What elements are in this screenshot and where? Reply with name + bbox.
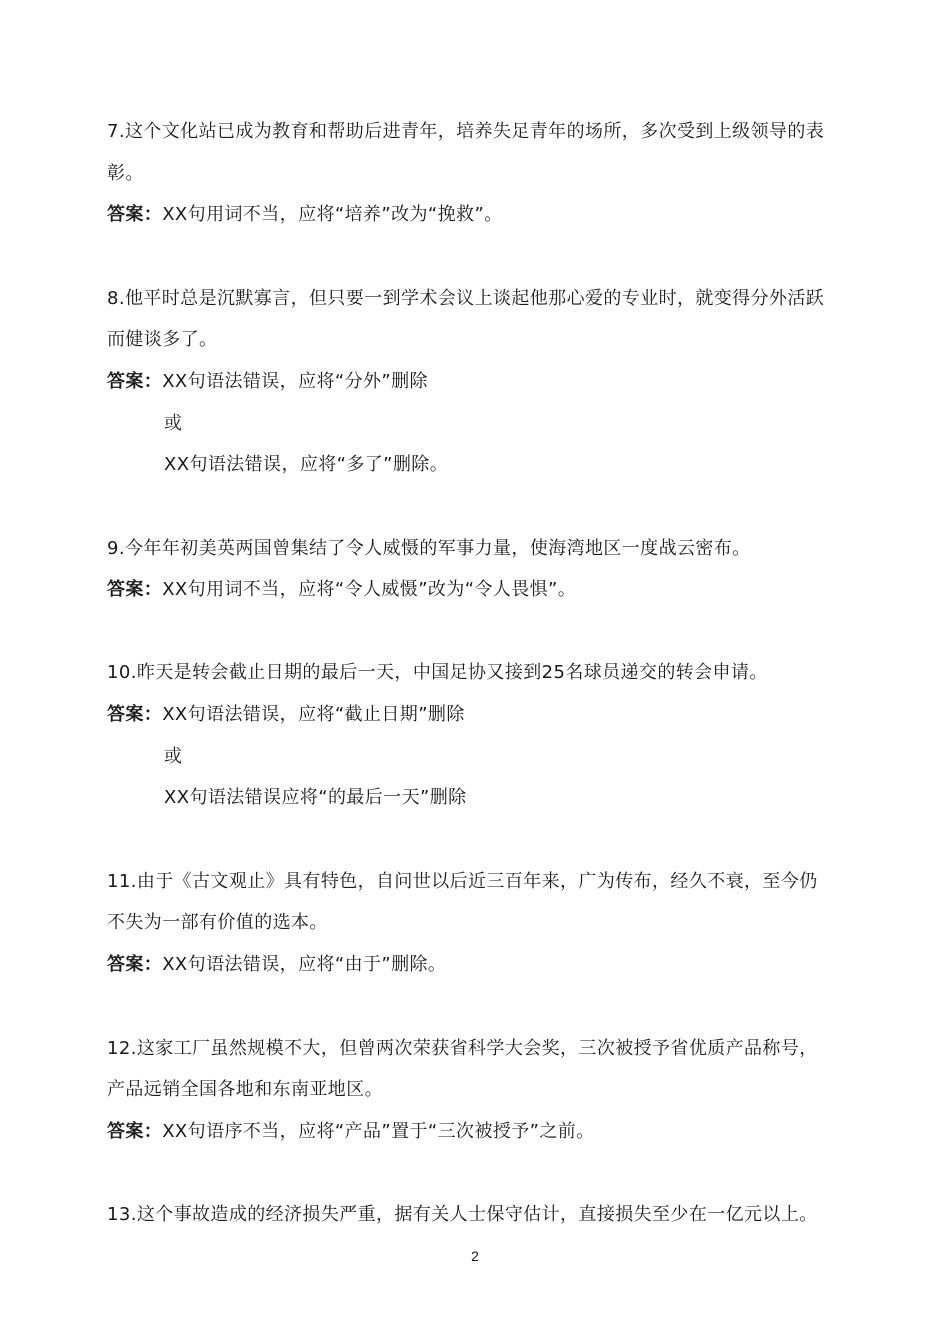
q8-answer-alt: XX句语法错误，应将“多了”删除。 bbox=[164, 454, 449, 475]
q12-answer bbox=[107, 1120, 595, 1144]
answer-label: 答案： bbox=[107, 204, 163, 225]
q9-answer-text: XX句用词不当，应将“令人威慑”改为“令人畏惧”。 bbox=[162, 579, 577, 600]
answer-label: 答案： bbox=[107, 371, 163, 392]
q10-answer bbox=[107, 703, 465, 727]
q7-line2: 彰。 bbox=[107, 163, 144, 184]
answer-label: 答案： bbox=[107, 954, 163, 975]
q10-answer-text: XX句语法错误，应将“截止日期”删除 bbox=[162, 704, 465, 725]
q10-answer-alt: XX句语法错误应将“的最后一天”删除 bbox=[164, 787, 467, 808]
q8-answer bbox=[107, 370, 428, 394]
q7-line1: 7.这个文化站已成为教育和帮助后进青年，培养失足青年的场所，多次受到上级领导的表 bbox=[107, 121, 825, 142]
answer-label: 答案： bbox=[107, 1121, 163, 1142]
q8-answer-text: XX句语法错误，应将“分外”删除 bbox=[162, 371, 428, 392]
q13-line1: 13.这个事故造成的经济损失严重，据有关人士保守估计，直接损失至少在一亿元以上。 bbox=[107, 1204, 818, 1225]
q10-line1: 10.昨天是转会截止日期的最后一天，中国足协又接到25名球员递交的转会申请。 bbox=[107, 662, 768, 683]
answer-label: 答案： bbox=[107, 704, 163, 725]
q12-answer-text: XX句语序不当，应将“产品”置于“三次被授予”之前。 bbox=[162, 1121, 595, 1142]
q7-answer bbox=[107, 203, 503, 227]
q7-answer-text: XX句用词不当，应将“培养”改为“挽救”。 bbox=[162, 204, 503, 225]
q9-answer bbox=[107, 578, 576, 602]
q8-or: 或 bbox=[164, 413, 183, 434]
q11-line2: 不失为一部有价值的选本。 bbox=[107, 912, 328, 933]
q10-or: 或 bbox=[164, 746, 183, 767]
q8-line2: 而健谈多了。 bbox=[107, 329, 218, 350]
q11-answer bbox=[107, 953, 446, 977]
q12-line1: 12.这家工厂虽然规模不大，但曾两次荣获省科学大会奖，三次被授予省优质产品称号， bbox=[107, 1038, 818, 1059]
q9-line1: 9.今年年初美英两国曾集结了令人威慑的军事力量，使海湾地区一度战云密布。 bbox=[107, 538, 751, 559]
q11-answer-text: XX句语法错误，应将“由于”删除。 bbox=[162, 954, 447, 975]
answer-label: 答案： bbox=[107, 579, 163, 600]
q12-line2: 产品远销全国各地和东南亚地区。 bbox=[107, 1079, 383, 1100]
page-number: 2 bbox=[471, 1248, 479, 1264]
q8-line1: 8.他平时总是沉默寡言，但只要一到学术会议上谈起他那心爱的专业时，就变得分外活跃 bbox=[107, 288, 825, 309]
q11-line1: 11.由于《古文观止》具有特色，自问世以后近三百年来，广为传布，经久不衰，至今仍 bbox=[107, 871, 818, 892]
